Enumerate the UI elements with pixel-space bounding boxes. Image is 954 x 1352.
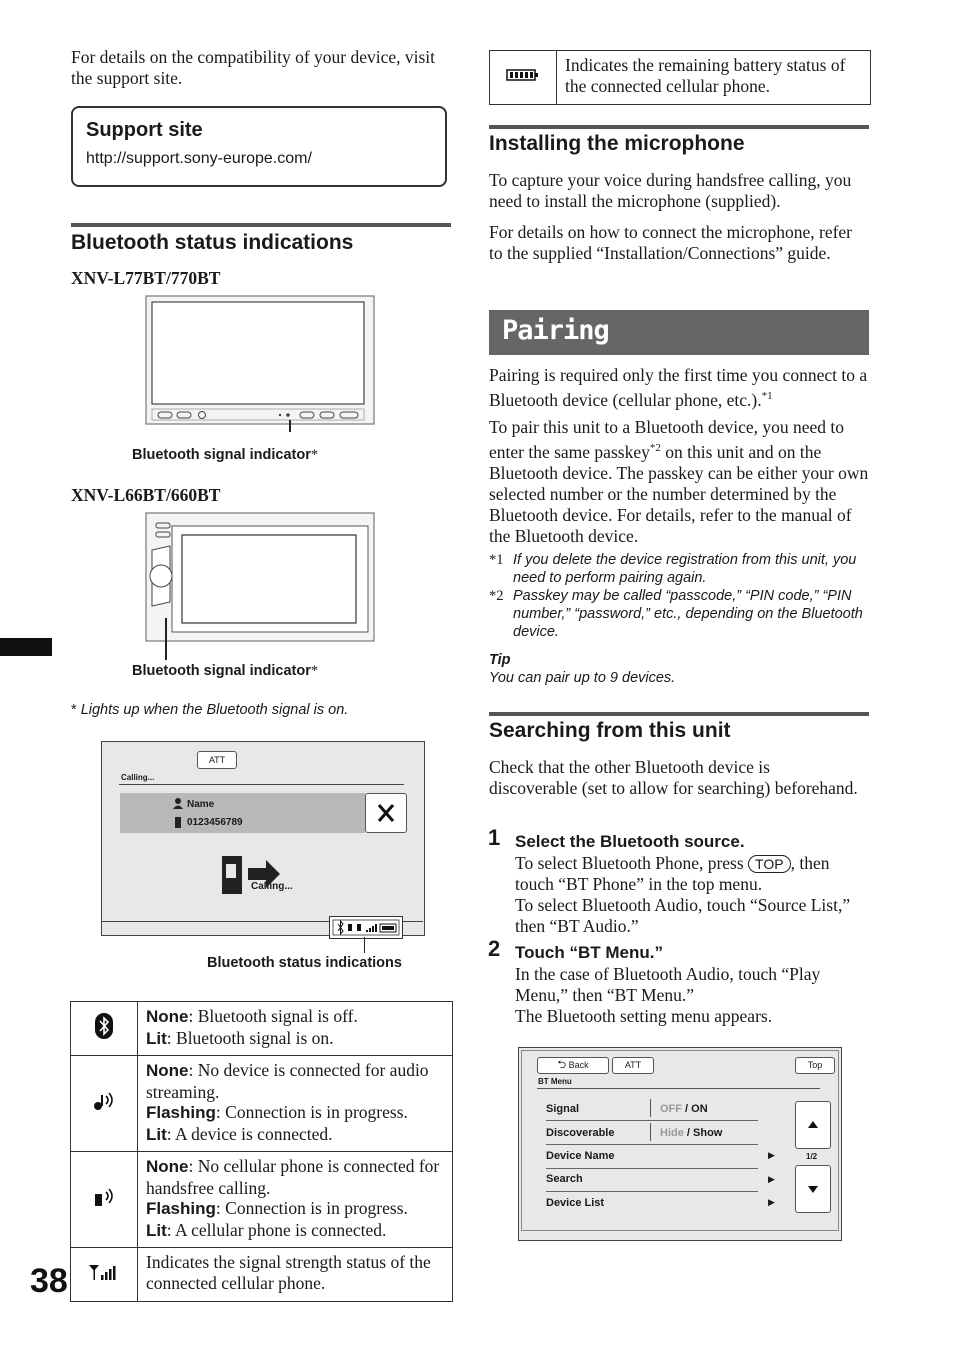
bt-menu-title: BT Menu xyxy=(538,1077,572,1086)
caller-name: Name xyxy=(187,799,215,810)
status-table xyxy=(70,1001,453,1302)
pairing-footnote-2: *2 Passkey may be called “passcode,” “PIN code,” “PIN number,” “password,” etc., depending on the Bluetooth device. xyxy=(489,588,863,640)
model-xnv-l77bt: XNV-L77BT/770BT xyxy=(71,268,221,288)
table-cell-icon xyxy=(71,1002,138,1056)
scroll-up-button[interactable] xyxy=(795,1101,831,1149)
support-site-url[interactable]: http://support.sony-europe.com/ xyxy=(86,150,312,167)
mic-paragraph-1: To capture your voice during handsfree calling, you need to install the microphone (supplied). xyxy=(489,170,852,211)
intro-text: For details on the compatibility of your device, visit the support site. xyxy=(71,47,436,88)
menu-row-discoverable[interactable]: Discoverable Hide / Show xyxy=(546,1122,758,1145)
top-key: TOP xyxy=(748,855,791,873)
step-1-number: 1 xyxy=(488,825,501,850)
table-cell-text: None: No device is connected for audio streaming. Flashing: Connection is in progress. Lit: A device is connected. xyxy=(138,1056,453,1152)
table-row xyxy=(490,51,871,105)
section-rule xyxy=(489,712,869,716)
step-1-title: Select the Bluetooth source. xyxy=(515,832,745,851)
hangup-icon xyxy=(366,794,406,832)
audio-streaming-icon xyxy=(92,1090,116,1112)
table-cell-text: Indicates the remaining battery status of the connected cellular phone. xyxy=(557,51,871,105)
back-arrow-icon: ⮌ xyxy=(557,1059,567,1071)
support-site-box xyxy=(71,106,447,187)
page-number: 38 xyxy=(30,1262,68,1300)
att-button[interactable]: ATT xyxy=(197,751,237,769)
status-indications-caption: Bluetooth status indications xyxy=(207,955,402,971)
unit-xnv-l77bt-illustration xyxy=(140,292,380,432)
pairing-title: Pairing xyxy=(502,315,609,346)
chevron-right-icon: ▶ xyxy=(768,1150,775,1160)
support-site-title: Support site xyxy=(86,119,203,141)
bt-signal-indicator-label-1: Bluetooth signal indicator* xyxy=(132,447,319,463)
pairing-paragraph-1: Pairing is required only the first time you connect to a Bluetooth device (cellular phone, etc.).$^{*1}$ xyxy=(489,365,868,410)
search-heading: Searching from this unit xyxy=(489,719,731,742)
att-button[interactable]: ATT xyxy=(612,1057,654,1074)
divider xyxy=(119,784,404,785)
table-cell-icon xyxy=(71,1056,138,1152)
chevron-right-icon: ▶ xyxy=(768,1197,775,1207)
bt-signal-indicator-label-2: Bluetooth signal indicator* xyxy=(132,663,319,679)
calling-bottom-label: Calling... xyxy=(251,881,293,892)
pairing-banner xyxy=(489,310,869,355)
table-cell-icon xyxy=(71,1152,138,1248)
table-row xyxy=(71,1056,453,1152)
person-icon xyxy=(172,797,184,809)
calling-top-label: Calling... xyxy=(121,773,155,782)
menu-row-search[interactable]: Search xyxy=(546,1169,758,1192)
menu-row-signal[interactable]: Signal OFF / ON xyxy=(546,1098,758,1121)
table-cell-icon xyxy=(490,51,557,105)
table-cell-text: Indicates the signal strength status of the connected cellular phone. xyxy=(138,1248,453,1302)
phone-small-icon xyxy=(173,816,183,829)
step-1-body: To select Bluetooth Phone, press TOP , then touch “BT Phone” in the top menu. To select Bluetooth Audio, touch “Source List,” then “BT Audio.” xyxy=(515,853,851,936)
section-tab-marker xyxy=(0,638,52,656)
step-2-title: Touch “BT Menu.” xyxy=(515,943,663,962)
handsfree-phone-icon xyxy=(92,1186,116,1208)
unit-xnv-l66bt-illustration xyxy=(140,510,380,665)
bluetooth-icon xyxy=(93,1012,115,1040)
table-row xyxy=(71,1002,453,1056)
caption-pointer xyxy=(364,937,365,953)
signal-strength-icon xyxy=(88,1263,120,1281)
step-2-body: In the case of Bluetooth Audio, touch “Play Menu,” then “BT Menu.” The Bluetooth setting menu appears. xyxy=(515,964,821,1026)
search-intro: Check that the other Bluetooth device is discoverable (set to allow for searching) beforehand. xyxy=(489,757,858,798)
table-cell-text: None: No cellular phone is connected for handsfree calling. Flashing: Connection is in progress. Lit: A cellular phone is connected. xyxy=(138,1152,453,1248)
table-row xyxy=(71,1248,453,1302)
back-button[interactable]: ⮌ Back xyxy=(537,1057,609,1074)
tip-text: You can pair up to 9 devices. xyxy=(489,670,676,686)
tip-label: Tip xyxy=(489,652,511,668)
battery-icon xyxy=(506,68,540,82)
section-rule xyxy=(489,125,869,129)
battery-table xyxy=(489,50,871,105)
pairing-paragraph-2: To pair this unit to a Bluetooth device, you need to enter the same passkey$^{*2}$ on this unit and on the Bluetooth device. The passkey can be either your own selected number or the number determined by the Bluetooth device. For details, refer to the manual of the Bluetooth device. xyxy=(489,417,869,546)
mic-heading: Installing the microphone xyxy=(489,132,745,155)
table-cell-text: None: Bluetooth signal is off. Lit: Bluetooth signal is on. xyxy=(138,1002,453,1056)
arrow-down-icon xyxy=(796,1166,830,1212)
bt-status-heading: Bluetooth status indications xyxy=(71,231,354,254)
section-rule xyxy=(71,223,451,227)
page-indicator: 1/2 xyxy=(806,1152,818,1161)
table-row xyxy=(71,1152,453,1248)
menu-row-device-name[interactable]: Device Name xyxy=(546,1146,758,1169)
hangup-button[interactable] xyxy=(365,793,407,833)
chevron-right-icon: ▶ xyxy=(768,1174,775,1184)
scroll-down-button[interactable] xyxy=(795,1165,831,1213)
status-indications-strip xyxy=(329,916,403,939)
table-cell-icon xyxy=(71,1248,138,1302)
bt-indicator-footnote: * Lights up when the Bluetooth signal is on. xyxy=(71,702,349,718)
arrow-up-icon xyxy=(796,1102,830,1148)
step-2-number: 2 xyxy=(488,936,501,961)
top-button[interactable]: Top xyxy=(795,1057,835,1074)
menu-row-device-list[interactable]: Device List xyxy=(546,1197,605,1209)
caller-number: 0123456789 xyxy=(187,817,243,828)
divider xyxy=(537,1088,820,1089)
calling-screen xyxy=(101,741,425,936)
model-xnv-l66bt: XNV-L66BT/660BT xyxy=(71,485,221,505)
pairing-footnote-1: *1 If you delete the device registration from this unit, you need to perform pairing again. xyxy=(489,552,857,586)
mic-paragraph-2: For details on how to connect the microphone, refer to the supplied “Installation/Connections” guide. xyxy=(489,222,853,263)
